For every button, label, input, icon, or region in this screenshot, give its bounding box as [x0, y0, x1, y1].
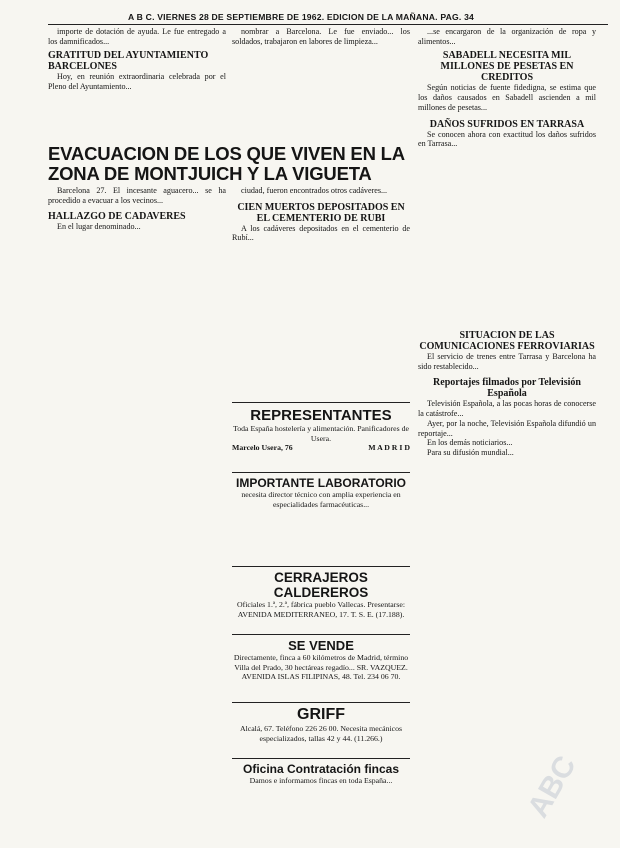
- ad-oficina-body: Damos e informamos fincas en toda España...: [249, 776, 393, 785]
- ad-se-vende-title: SE VENDE: [288, 638, 354, 653]
- header-rule: [48, 24, 608, 25]
- top-right-paragraph-2: Según noticias de fuente fidedigna, se estima que los daños causados en Sabadell ascienden a mil millones de pesetas...: [418, 83, 596, 112]
- top-middle-column: [232, 27, 410, 46]
- subhead-comunicaciones: SITUACION DE LAS COMUNICACIONES FERROVIARIAS: [419, 330, 595, 352]
- ad-griff-body: Alcalá, 67. Teléfono 226 26 00. Necesita mecánicos especializados, tallas 42 y 44. (11.266.): [239, 724, 403, 743]
- subhead-cien-muertos: CIEN MUERTOS DEPOSITADOS EN EL CEMENTERIO DE RUBI: [237, 201, 405, 224]
- top-right-paragraph-3: Se conocen ahora con exactitud los daños sufridos en Tarrasa...: [418, 129, 596, 149]
- right-column: [418, 27, 596, 149]
- ad-griff-title: GRIFF: [297, 706, 345, 723]
- ad-representantes-body: Toda España hostelería y alimentación. Panificadores de Usera.: [233, 424, 409, 443]
- ad-cerrajeros-body: Oficiales 1.ª, 2.ª, fábrica pueblo Vallecas. Presentarse: AVENIDA MEDITERRANEO, 17. T. S. E. (17.188).: [236, 600, 406, 619]
- ad-cerrajeros-title: CERRAJEROS CALDEREROS: [273, 570, 369, 600]
- ad-oficina-title: Oficina Contratación fincas: [242, 762, 400, 776]
- right-lower-paragraph-1: El servicio de trenes entre Tarrasa y Barcelona ha sido restablecido...: [418, 352, 596, 371]
- page-header: A B C. VIERNES 28 DE SEPTIEMBRE DE 1962. EDICION DE LA MAÑANA. PAG. 34: [128, 12, 475, 22]
- right-lower-paragraph-2: Televisión Española, a las pocas horas de conocerse la catástrofe...: [418, 399, 596, 419]
- ad-oficina: [232, 758, 410, 829]
- subhead-sabadell: SABADELL NECESITA MIL MILLONES DE PESETAS EN CREDITOS: [440, 50, 574, 84]
- right-lower-paragraph-5: Para su difusión mundial...: [427, 447, 514, 457]
- ad-representantes-footer: [232, 443, 410, 453]
- ad-griff: [232, 702, 410, 753]
- left-column: [48, 186, 226, 232]
- ad-laboratorio-title: IMPORTANTE LABORATORIO: [236, 476, 406, 490]
- ad-cerrajeros: [232, 566, 410, 629]
- ad-laboratorio: [232, 472, 410, 561]
- col2-paragraph-2: A los cadáveres depositados en el cementerio de Rubí...: [232, 223, 410, 243]
- ad-se-vende: [232, 634, 410, 697]
- ad-representantes: [232, 402, 410, 467]
- ad-representantes-city: M A D R I D: [368, 443, 410, 452]
- subhead-gratitud: GRATITUD DEL AYUNTAMIENTO BARCELONES: [48, 50, 209, 73]
- ad-laboratorio-body: necesita director técnico con amplia experiencia en especialidades farmacéuticas...: [241, 490, 401, 509]
- top-middle-paragraph-1: nombrar a Barcelona. Le fue enviado... los soldados, trabajaron en labores de limpieza...: [232, 27, 410, 46]
- ad-representantes-title: REPRESENTANTES: [250, 407, 392, 424]
- right-lower-paragraph-4: En los demás noticiarios...: [427, 438, 513, 448]
- subhead-television: Reportajes filmados por Televisión Española: [433, 377, 581, 400]
- top-left-body: [48, 27, 226, 46]
- right-lower-column: [418, 330, 596, 458]
- top-left-column: [48, 27, 226, 92]
- abc-watermark: ABC: [521, 750, 583, 824]
- subhead-tarrasa: DAÑOS SUFRIDOS EN TARRASA: [429, 118, 585, 130]
- col2-paragraph-1: ciudad, fueron encontrados otros cadáveres...: [241, 186, 388, 195]
- ad-se-vende-body: Directamente, finca a 60 kilómetros de Madrid, término Villa del Prado, 30 hectáreas regadío... SR. VAZQUEZ. AVENIDA ISLAS FILIPINAS, 48. Tel. 234 06 70.: [233, 653, 409, 681]
- main-headline: EVACUACION DE LOS QUE VIVEN EN LA ZONA DE MONTJUICH Y LA VIGUETA: [48, 143, 405, 184]
- col1-paragraph-1: Barcelona 27. El incesante aguacero... se ha procedido a evacuar a los vecinos...: [48, 186, 226, 205]
- top-right-paragraph-1: ...se encargaron de la organización de ropa y alimentos...: [418, 27, 596, 46]
- top-left-paragraph-2: Hoy, en reunión extraordinaria celebrada por el Pleno del Ayuntamiento...: [48, 72, 226, 92]
- col1-paragraph-2: En el lugar denominado...: [57, 222, 141, 232]
- top-left-paragraph-1: importe de dotación de ayuda. Le fue entregado a los damnificados...: [48, 27, 226, 46]
- middle-column: [232, 186, 410, 243]
- ad-representantes-address: Marcelo Usera, 76: [232, 443, 293, 452]
- right-lower-paragraph-3: Ayer, por la noche, Televisión Española difundió un reportaje...: [418, 418, 596, 438]
- subhead-hallazgo: HALLAZGO DE CADAVERES: [48, 211, 186, 223]
